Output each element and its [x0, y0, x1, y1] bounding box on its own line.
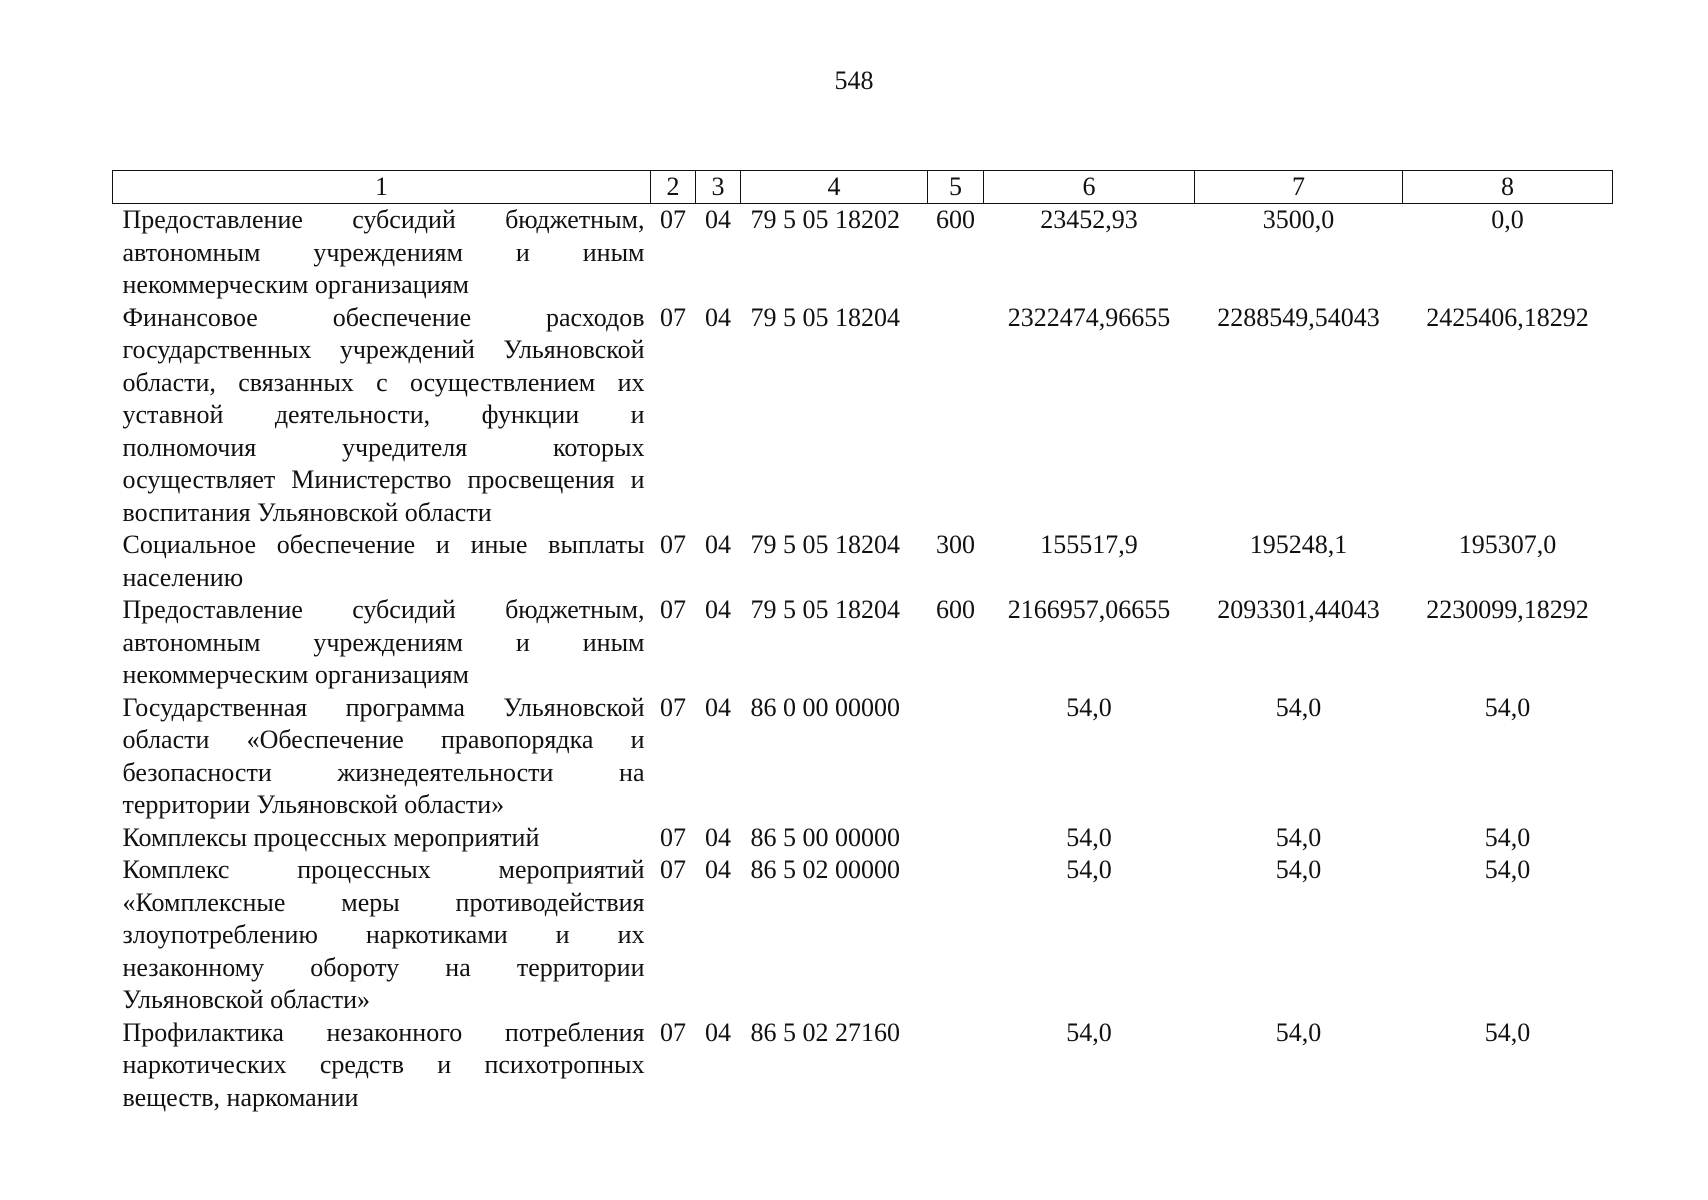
- row-value-col7: 54,0: [1275, 855, 1322, 884]
- row-value-col8: 195307,0: [1458, 530, 1557, 559]
- header-col-5: 5: [928, 171, 984, 204]
- header-col-4: 4: [741, 171, 928, 204]
- row-subsection: 04: [705, 595, 731, 624]
- row-target-code: 79 5 05 18204: [750, 530, 900, 559]
- row-name: Профилактика незаконного потребления наркотических средств и психотропных веществ, наркомании: [122, 1017, 645, 1112]
- row-value-col8: 0,0: [1491, 205, 1524, 234]
- page-number: 548: [834, 66, 874, 95]
- row-name: Социальное обеспечение и иные выплаты населению: [122, 530, 645, 592]
- row-value-col6: 155517,9: [1040, 530, 1138, 559]
- row-value-col7: 2093301,44043: [1217, 595, 1380, 624]
- row-section: 07: [660, 530, 686, 559]
- row-section: 07: [660, 822, 686, 852]
- row-value-col8: 2230099,18292: [1426, 595, 1589, 624]
- row-subsection: 04: [705, 692, 731, 722]
- row-section: 07: [660, 595, 686, 624]
- row-expense-type: [928, 854, 984, 1017]
- row-expense-type: 600: [936, 205, 975, 234]
- row-name: Комплексы процессных мероприятий: [122, 822, 540, 852]
- row-target-code: 79 5 05 18204: [750, 595, 900, 624]
- row-value-col6: 54,0: [1066, 1017, 1112, 1047]
- row-value-col6: 2322474,96655: [1007, 302, 1171, 332]
- row-name: Финансовое обеспечение расходов государственных учреждений Ульяновской области, связанных с осуществлением их уставной деятельности, функции и полномочия учредителя которых осуществляет Министерство просвещения и воспитания Ульяновской области: [122, 302, 645, 527]
- table-row: [113, 529, 1613, 594]
- header-row: [113, 171, 1613, 204]
- row-name: Предоставление субсидий бюджетным, автономным учреждениям и иным некоммерческим организациям: [122, 205, 645, 299]
- row-value-col6: 54,0: [1066, 822, 1112, 852]
- row-value-col6: 54,0: [1066, 855, 1112, 884]
- row-target-code: 86 0 00 00000: [750, 692, 900, 722]
- row-expense-type: [928, 822, 984, 855]
- row-subsection: 04: [705, 302, 731, 332]
- row-target-code: 86 5 02 00000: [750, 855, 900, 884]
- row-value-col6: 54,0: [1066, 692, 1112, 722]
- table-body: [113, 204, 1613, 1115]
- row-value-col7: 54,0: [1275, 1017, 1322, 1047]
- header-col-7: 7: [1195, 171, 1403, 204]
- row-subsection: 04: [705, 1017, 731, 1047]
- table-row: [113, 204, 1613, 302]
- row-subsection: 04: [705, 855, 731, 884]
- row-name: Комплекс процессных мероприятий «Комплексные меры противодействия злоупотреблению наркотиками и их незаконному обороту на территории Ульяновской области»: [122, 855, 645, 1014]
- row-target-code: 86 5 00 00000: [750, 822, 900, 852]
- row-value-col7: 54,0: [1275, 692, 1322, 722]
- row-name: Предоставление субсидий бюджетным, автономным учреждениям и иным некоммерческим организациям: [122, 595, 645, 689]
- row-value-col8: 54,0: [1484, 692, 1531, 722]
- row-name: Государственная программа Ульяновской области «Обеспечение правопорядка и безопасности жизнедеятельности на территории Ульяновской области»: [122, 692, 645, 819]
- table-row: [113, 302, 1613, 530]
- row-value-col7: 54,0: [1275, 822, 1322, 852]
- row-section: 07: [660, 692, 686, 722]
- row-value-col6: 23452,93: [1040, 205, 1138, 234]
- row-expense-type: 600: [936, 595, 975, 624]
- row-subsection: 04: [705, 205, 731, 234]
- row-subsection: 04: [705, 822, 731, 852]
- header-col-8: 8: [1403, 171, 1613, 204]
- row-value-col8: 54,0: [1484, 1017, 1531, 1047]
- table-row: [113, 1017, 1613, 1115]
- table-row: [113, 822, 1613, 855]
- header-col-2: 2: [651, 171, 696, 204]
- row-value-col8: 2425406,18292: [1426, 302, 1589, 332]
- row-value-col8: 54,0: [1484, 855, 1531, 884]
- row-section: 07: [660, 1017, 686, 1047]
- row-section: 07: [660, 855, 686, 884]
- row-value-col7: 3500,0: [1262, 205, 1335, 234]
- row-value-col8: 54,0: [1484, 822, 1531, 852]
- table-row: [113, 854, 1613, 1017]
- budget-table: [112, 170, 1613, 1114]
- row-subsection: 04: [705, 530, 731, 559]
- row-value-col7: 2288549,54043: [1217, 302, 1380, 332]
- row-expense-type: [928, 692, 984, 822]
- row-target-code: 86 5 02 27160: [750, 1017, 900, 1047]
- row-target-code: 79 5 05 18204: [750, 302, 900, 332]
- row-expense-type: [928, 1017, 984, 1115]
- row-expense-type: [928, 302, 984, 530]
- table-row: [113, 594, 1613, 692]
- table-row: [113, 692, 1613, 822]
- row-section: 07: [660, 205, 686, 234]
- header-col-6: 6: [984, 171, 1195, 204]
- row-target-code: 79 5 05 18202: [750, 205, 900, 234]
- row-section: 07: [660, 302, 686, 332]
- row-expense-type: 300: [936, 530, 975, 559]
- header-col-1: 1: [113, 171, 651, 204]
- header-col-3: 3: [696, 171, 741, 204]
- row-value-col7: 195248,1: [1249, 530, 1348, 559]
- row-value-col6: 2166957,06655: [1007, 595, 1171, 624]
